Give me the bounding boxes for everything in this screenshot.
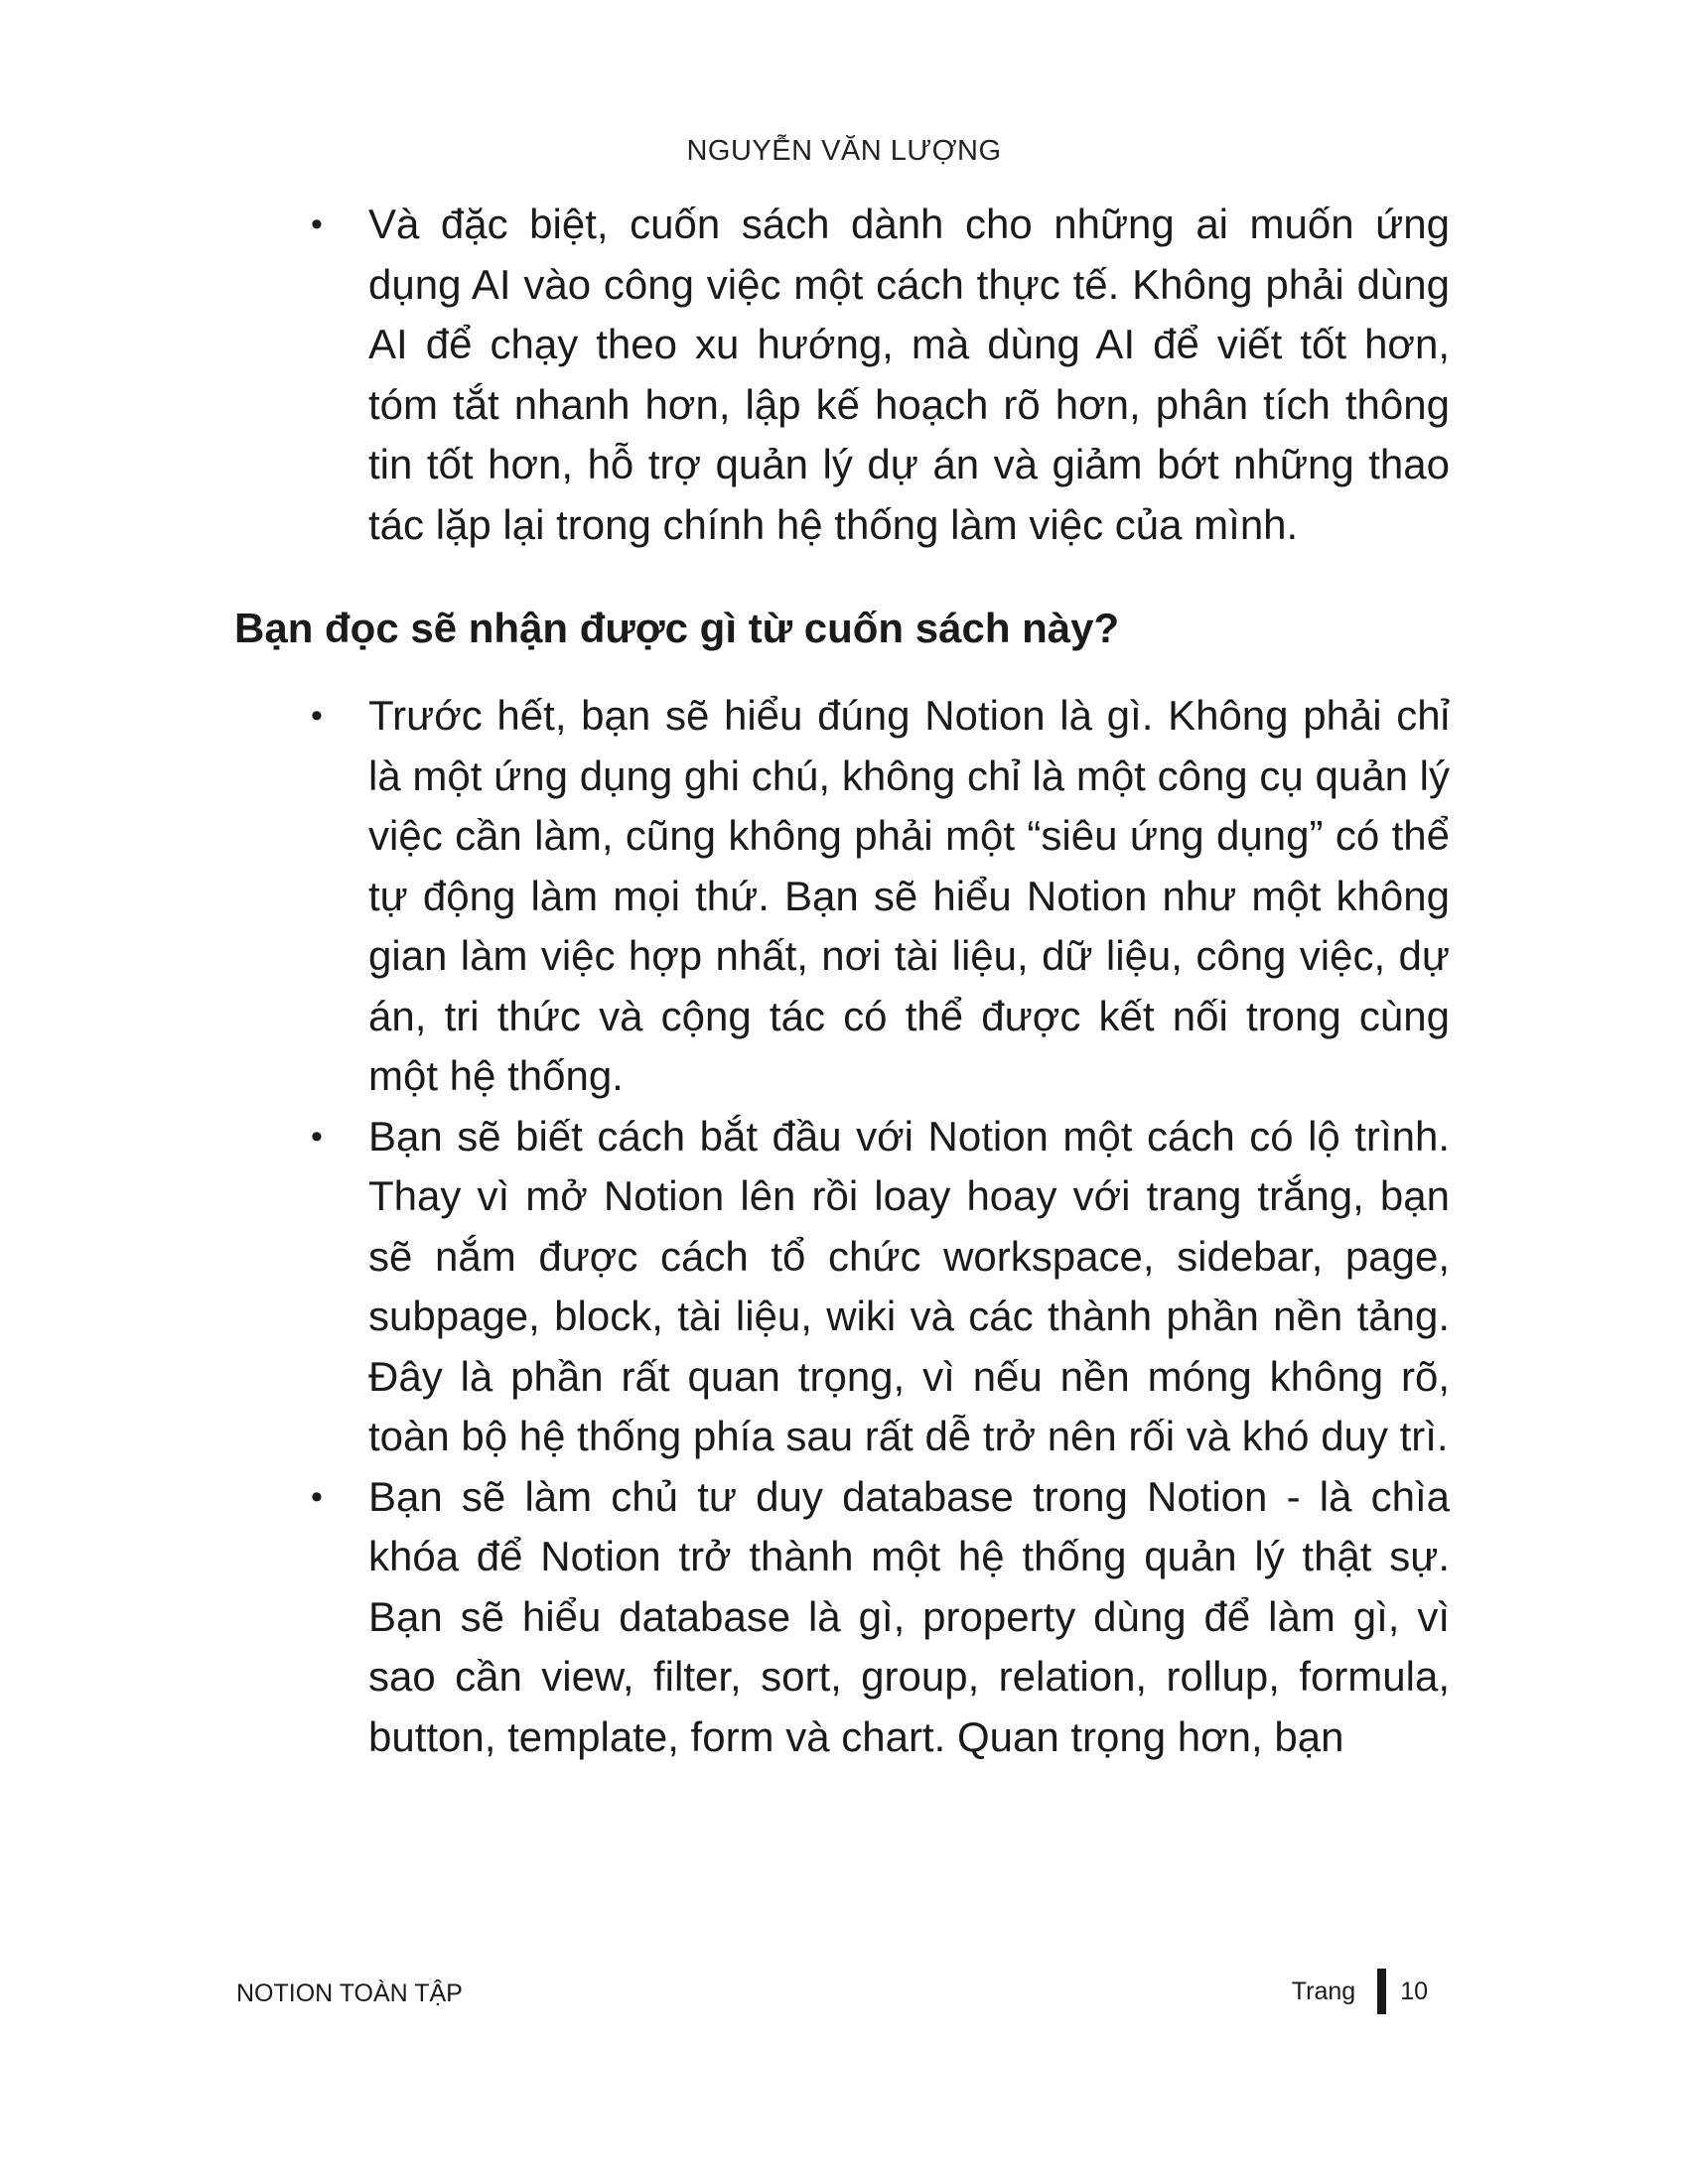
running-header-author: NGUYỄN VĂN LƯỢNG <box>686 135 1002 167</box>
bullet-text: Bạn sẽ biết cách bắt đầu với Notion một cách có lộ trình. Thay vì mở Notion lên rồi loay hoay với trang trắng, bạn sẽ nắm được cách tổ chức workspace, sidebar, page, subpage, block, tài liệu, wiki và các thành phần nền tảng. Đây là phần rất quan trọng, vì nếu nền móng không rõ, toàn bộ hệ thống phía sau rất dễ trở nên rối và khó duy trì. <box>368 1112 1450 1459</box>
bullet-icon: • <box>311 1477 323 1516</box>
bullet-text: Trước hết, bạn sẽ hiểu đúng Notion là gì. Không phải chỉ là một ứng dụng ghi chú, không chỉ là một công cụ quản lý việc cần làm, cũng không phải một “siêu ứng dụng” có thể tự động làm mọi thứ. Bạn sẽ hiểu Notion như một không gian làm việc hợp nhất, nơi tài liệu, dữ liệu, công việc, dự án, tri thức và cộng tác có thể được kết nối trong cùng một hệ thống. <box>368 692 1450 1099</box>
list-item <box>234 195 1450 555</box>
page-number: 10 <box>1400 1977 1428 2005</box>
list-item <box>234 1467 1450 1768</box>
bullet-icon: • <box>311 697 323 735</box>
bullet-icon: • <box>311 205 323 243</box>
list-item <box>234 686 1450 1107</box>
list-item <box>234 1107 1450 1467</box>
footer-page-label: Trang <box>1291 1977 1356 2005</box>
footer-divider-bar <box>1377 1969 1386 2014</box>
page-body <box>234 195 1450 1767</box>
running-footer <box>236 1970 1428 2013</box>
section-bullet-list <box>234 686 1450 1767</box>
footer-page-info <box>1292 1970 1428 2013</box>
bullet-icon: • <box>311 1117 323 1156</box>
footer-book-title: NOTION TOÀN TẬP <box>236 1979 463 2007</box>
bullet-text: Bạn sẽ làm chủ tư duy database trong Notion - là chìa khóa để Notion trở thành một hệ thống quản lý thật sự. Bạn sẽ hiểu database là gì, property dùng để làm gì, vì sao cần view, filter, sort, group, relation, rollup, formula, button, template, form và chart. Quan trọng hơn, bạn <box>368 1472 1450 1760</box>
intro-bullet-list <box>234 195 1450 555</box>
bullet-text: Và đặc biệt, cuốn sách dành cho những ai muốn ứng dụng AI vào công việc một cách thực tế. Không phải dùng AI để chạy theo xu hướng, mà dùng AI để viết tốt hơn, tóm tắt nhanh hơn, lập kế hoạch rõ hơn, phân tích thông tin tốt hơn, hỗ trợ quản lý dự án và giảm bớt những thao tác lặp lại trong chính hệ thống làm việc của mình. <box>368 201 1450 548</box>
section-heading: Bạn đọc sẽ nhận được gì từ cuốn sách này? <box>234 605 1120 651</box>
